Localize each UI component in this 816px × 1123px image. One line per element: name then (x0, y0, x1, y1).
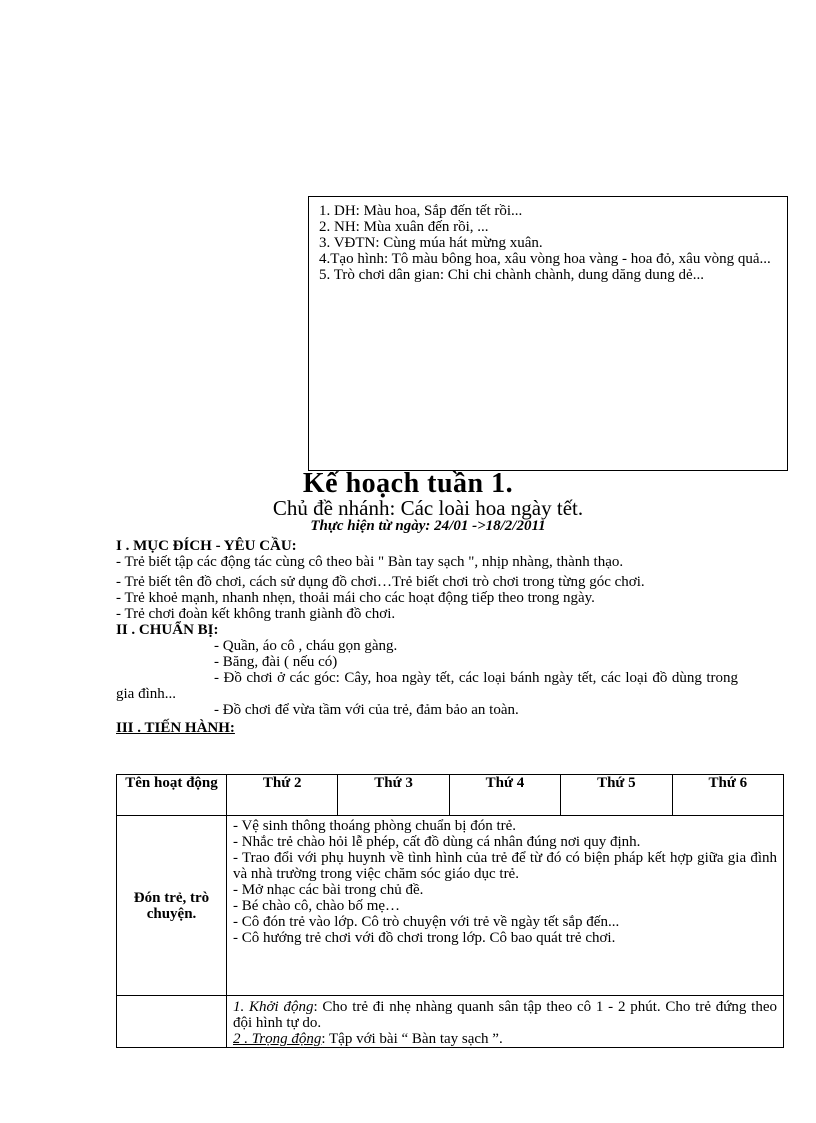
col-header: Thứ 6 (672, 775, 783, 816)
preparation-item: - Băng, đài ( nếu có) (214, 654, 338, 670)
objective-item: - Trẻ biết tên đồ chơi, cách sử dụng đồ chơi…Trẻ biết chơi trò chơi trong từng góc chơi. (116, 574, 645, 590)
row-label (117, 996, 227, 1048)
preparation-item: - Đồ chơi để vừa tầm với của trẻ, đảm bảo an toàn. (214, 702, 519, 718)
col-header: Thứ 3 (338, 775, 449, 816)
activity-paragraph (233, 1031, 777, 1047)
objective-item: - Trẻ khoẻ mạnh, nhanh nhẹn, thoải mái cho các hoạt động tiếp theo trong ngày. (116, 590, 595, 606)
objective-item: - Trẻ chơi đoàn kết không tranh giành đồ chơi. (116, 606, 396, 622)
box-line: 1. DH: Màu hoa, Sắp đến tết rồi... (319, 203, 523, 219)
plan-body (116, 538, 738, 736)
date-range: Thực hiện từ ngày: 24/01 ->18/2/2011 (310, 518, 546, 534)
section-heading-objectives: I . MỤC ĐÍCH - YÊU CẦU: (116, 538, 297, 554)
page-subtitle: Chủ đề nhánh: Các loài hoa ngày tết. (272, 496, 584, 520)
warmup-text: : Cho trẻ đi nhẹ nhàng quanh sân tập theo cô 1 - 2 phút. Cho trẻ đứng theo đội hình tự do. (233, 999, 777, 1031)
weekly-plan-table (116, 774, 784, 1048)
activity-line: - Bé chào cô, chào bố mẹ… (233, 898, 401, 914)
box-line: 4.Tạo hình: Tô màu bông hoa, xâu vòng hoa vàng - hoa đỏ, xâu vòng quả... (319, 251, 771, 267)
row-label: Đón trẻ, trò chuyện. (117, 816, 227, 996)
preparation-item: - Đồ chơi ở các góc: Cây, hoa ngày tết, các loại bánh ngày tết, các loại đồ dùng trong gia đình... (116, 670, 738, 702)
objective-item: - Trẻ biết tập các động tác cùng cô theo bài " Bàn tay sạch ", nhịp nhàng, thành thạo. (116, 554, 624, 570)
theme-activities-box (308, 196, 788, 471)
box-line: 2. NH: Mùa xuân đến rồi, ... (319, 219, 489, 235)
activity-line: - Mở nhạc các bài trong chủ đề. (233, 882, 424, 898)
activity-line: - Vệ sinh thông thoáng phòng chuẩn bị đón trẻ. (233, 818, 517, 834)
activity-line: - Cô hướng trẻ chơi với đồ chơi trong lớp. Cô bao quát trẻ chơi. (233, 930, 616, 946)
table-row (117, 996, 784, 1048)
activity-line: - Nhắc trẻ chào hỏi lễ phép, cất đồ dùng cá nhân đúng nơi quy định. (233, 834, 641, 850)
table-row (117, 816, 784, 996)
activity-paragraph (233, 996, 777, 1031)
preparation-item: - Quần, áo cô , cháu gọn gàng. (214, 638, 398, 654)
warmup-heading: 1. Khởi động (233, 999, 314, 1015)
row-content (227, 816, 784, 996)
box-line: 3. VĐTN: Cùng múa hát mừng xuân. (319, 235, 543, 251)
section-heading-procedure: III . TIẾN HÀNH: (116, 720, 235, 736)
activity-line: - Trao đổi với phụ huynh về tình hình của trẻ để từ đó có biện pháp kết hợp giữa gia đình và nhà trường trong việc chăm sóc giáo dục trẻ. (233, 850, 777, 882)
row-content (227, 996, 784, 1048)
section-heading-preparation: II . CHUẨN BỊ: (116, 622, 219, 638)
main-exercise-heading: 2 . Trọng động (233, 1031, 322, 1047)
col-header: Tên hoạt động (117, 775, 227, 816)
main-exercise-text: : Tập với bài “ Bàn tay sạch ”. (321, 1031, 503, 1047)
col-header: Thứ 4 (449, 775, 560, 816)
col-header: Thứ 2 (227, 775, 338, 816)
page-title: Kế hoạch tuần 1. (302, 468, 514, 499)
activity-line: - Cô đón trẻ vào lớp. Cô trò chuyện với trẻ về ngày tết sắp đến... (233, 914, 620, 930)
col-header: Thứ 5 (561, 775, 672, 816)
box-line: 5. Trò chơi dân gian: Chi chi chành chành, dung dăng dung dẻ... (319, 267, 704, 283)
table-header-row (117, 775, 784, 816)
